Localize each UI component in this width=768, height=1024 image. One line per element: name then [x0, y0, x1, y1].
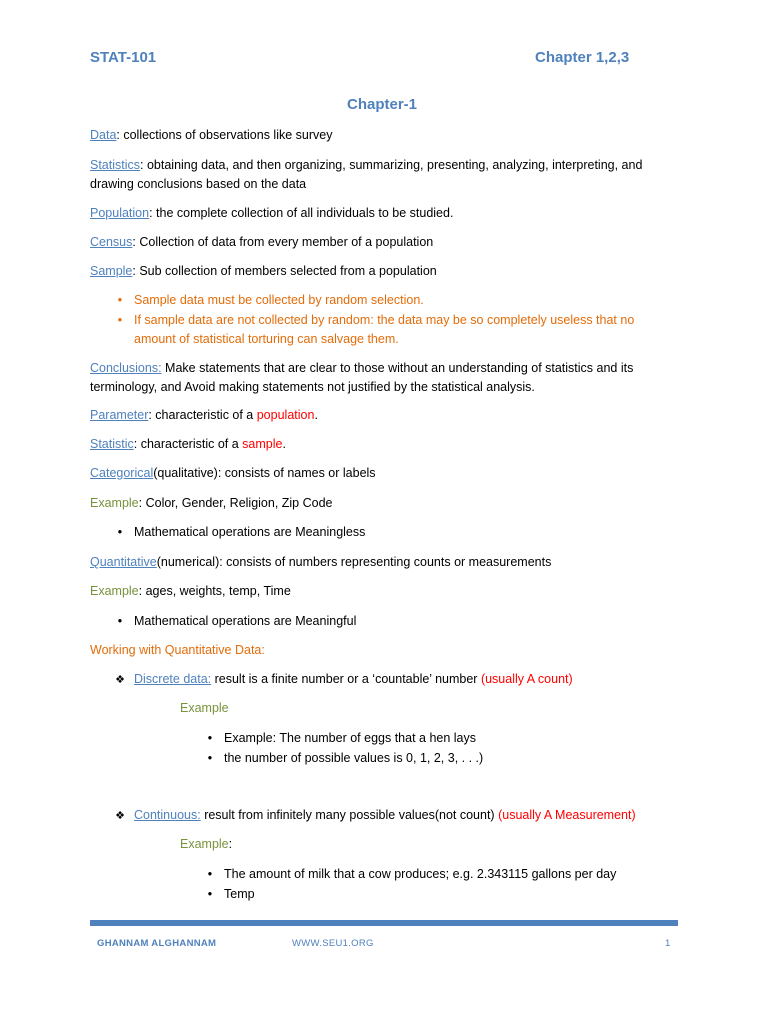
term-categorical: Categorical	[90, 466, 154, 480]
quantitative-example	[90, 582, 291, 601]
definition-text: result from infinitely many possible values(not count)	[200, 808, 499, 822]
definition-text: : the complete collection of all individuals to be studied.	[149, 206, 454, 220]
bullet-text: Mathematical operations are Meaningful	[134, 614, 357, 628]
term-statistics: Statistics	[90, 158, 141, 172]
discrete-example-label: Example	[180, 701, 229, 715]
bullet-icon: •	[117, 313, 123, 327]
term-conclusions: Conclusions:	[90, 361, 162, 375]
definition-sample	[90, 262, 437, 281]
definition-quantitative	[90, 553, 551, 572]
bullet-icon: •	[117, 525, 123, 539]
definition-parameter	[90, 406, 318, 425]
definition-census	[90, 233, 433, 252]
discrete-definition	[114, 670, 573, 690]
footer-rule	[90, 920, 678, 926]
footer-author: GHANNAM ALGHANNAM	[97, 938, 217, 949]
term-statistic: Statistic	[90, 437, 134, 451]
sample-bullet-2-cont: amount of statistical torturing can salvage them.	[134, 332, 399, 346]
period: .	[314, 408, 318, 422]
example-label: Example	[90, 584, 139, 598]
colon: :	[228, 837, 233, 851]
bullet-text: the number of possible values is 0, 1, 2, 3, . . .)	[224, 751, 484, 765]
definition-statistics-cont: drawing conclusions based on the data	[90, 177, 307, 191]
example-label: Example	[180, 837, 229, 851]
categorical-bullet	[114, 523, 365, 542]
bullet-text: Temp	[224, 887, 255, 901]
discrete-bullet-1	[204, 729, 476, 748]
definition-population	[90, 204, 453, 223]
quantitative-bullet	[114, 612, 356, 631]
definition-categorical	[90, 464, 376, 483]
definition-text: : Sub collection of members selected from a population	[132, 264, 437, 278]
highlight-count: (usually A count)	[480, 672, 573, 686]
bullet-text: If sample data are not collected by random: the data may be so completely useless that no	[134, 313, 635, 327]
highlight-sample: sample	[242, 437, 283, 451]
definition-text: : collections of observations like survey	[116, 128, 333, 142]
continuous-example-label	[180, 835, 232, 854]
page-title: Chapter-1	[347, 96, 418, 113]
sample-bullet-1	[114, 291, 424, 310]
diamond-bullet-icon: ❖	[115, 674, 125, 686]
continuous-definition	[114, 806, 636, 826]
bullet-text: Example: The number of eggs that a hen lays	[224, 731, 477, 745]
definition-text: result is a finite number or a ‘countable’ number	[211, 672, 481, 686]
definition-data	[90, 126, 332, 145]
example-label: Example	[90, 496, 139, 510]
footer-page-number: 1	[665, 938, 671, 949]
definition-text: : characteristic of a	[133, 437, 243, 451]
term-quantitative: Quantitative	[90, 555, 157, 569]
bullet-text: Sample data must be collected by random selection.	[134, 293, 424, 307]
example-text: : Color, Gender, Religion, Zip Code	[138, 496, 333, 510]
highlight-population: population	[256, 408, 315, 422]
definition-statistics	[90, 156, 642, 175]
bullet-icon: •	[207, 731, 213, 745]
definition-conclusions	[90, 359, 633, 378]
chapter-range: Chapter 1,2,3	[535, 49, 630, 66]
term-population: Population	[90, 206, 150, 220]
definition-text: : characteristic of a	[148, 408, 257, 422]
bullet-icon: •	[207, 887, 213, 901]
highlight-measurement: (usually A Measurement)	[498, 808, 636, 822]
term-discrete: Discrete data:	[134, 672, 212, 686]
discrete-bullet-2	[204, 749, 483, 768]
categorical-example	[90, 494, 333, 513]
continuous-bullet-1	[204, 865, 616, 884]
bullet-icon: •	[207, 867, 213, 881]
term-continuous: Continuous:	[134, 808, 201, 822]
bullet-icon: •	[117, 614, 123, 628]
definition-text: : obtaining data, and then organizing, summarizing, presenting, analyzing, interpreting, and	[140, 158, 643, 172]
bullet-icon: •	[117, 293, 123, 307]
term-data: Data	[90, 128, 117, 142]
bullet-text: Mathematical operations are Meaningless	[134, 525, 366, 539]
definition-statistic	[90, 435, 286, 454]
definition-text: : Collection of data from every member of a population	[132, 235, 434, 249]
example-text: : ages, weights, temp, Time	[138, 584, 291, 598]
definition-text: (qualitative): consists of names or labels	[153, 466, 376, 480]
course-code: STAT-101	[90, 49, 157, 66]
sample-bullet-2	[114, 311, 634, 330]
term-sample: Sample	[90, 264, 133, 278]
bullet-text: The amount of milk that a cow produces; e.g. 2.343115 gallons per day	[224, 867, 617, 881]
diamond-bullet-icon: ❖	[115, 810, 125, 822]
term-census: Census	[90, 235, 133, 249]
continuous-bullet-2	[204, 885, 255, 904]
period: .	[282, 437, 286, 451]
definition-conclusions-cont: terminology, and Avoid making statements not justified by the statistical analysis.	[90, 380, 535, 394]
term-parameter: Parameter	[90, 408, 149, 422]
working-heading: Working with Quantitative Data:	[90, 643, 265, 657]
definition-text: Make statements that are clear to those without an understanding of statistics and its	[161, 361, 634, 375]
bullet-icon: •	[207, 751, 213, 765]
footer-site: WWW.SEU1.ORG	[292, 938, 374, 949]
definition-text: (numerical): consists of numbers representing counts or measurements	[156, 555, 552, 569]
